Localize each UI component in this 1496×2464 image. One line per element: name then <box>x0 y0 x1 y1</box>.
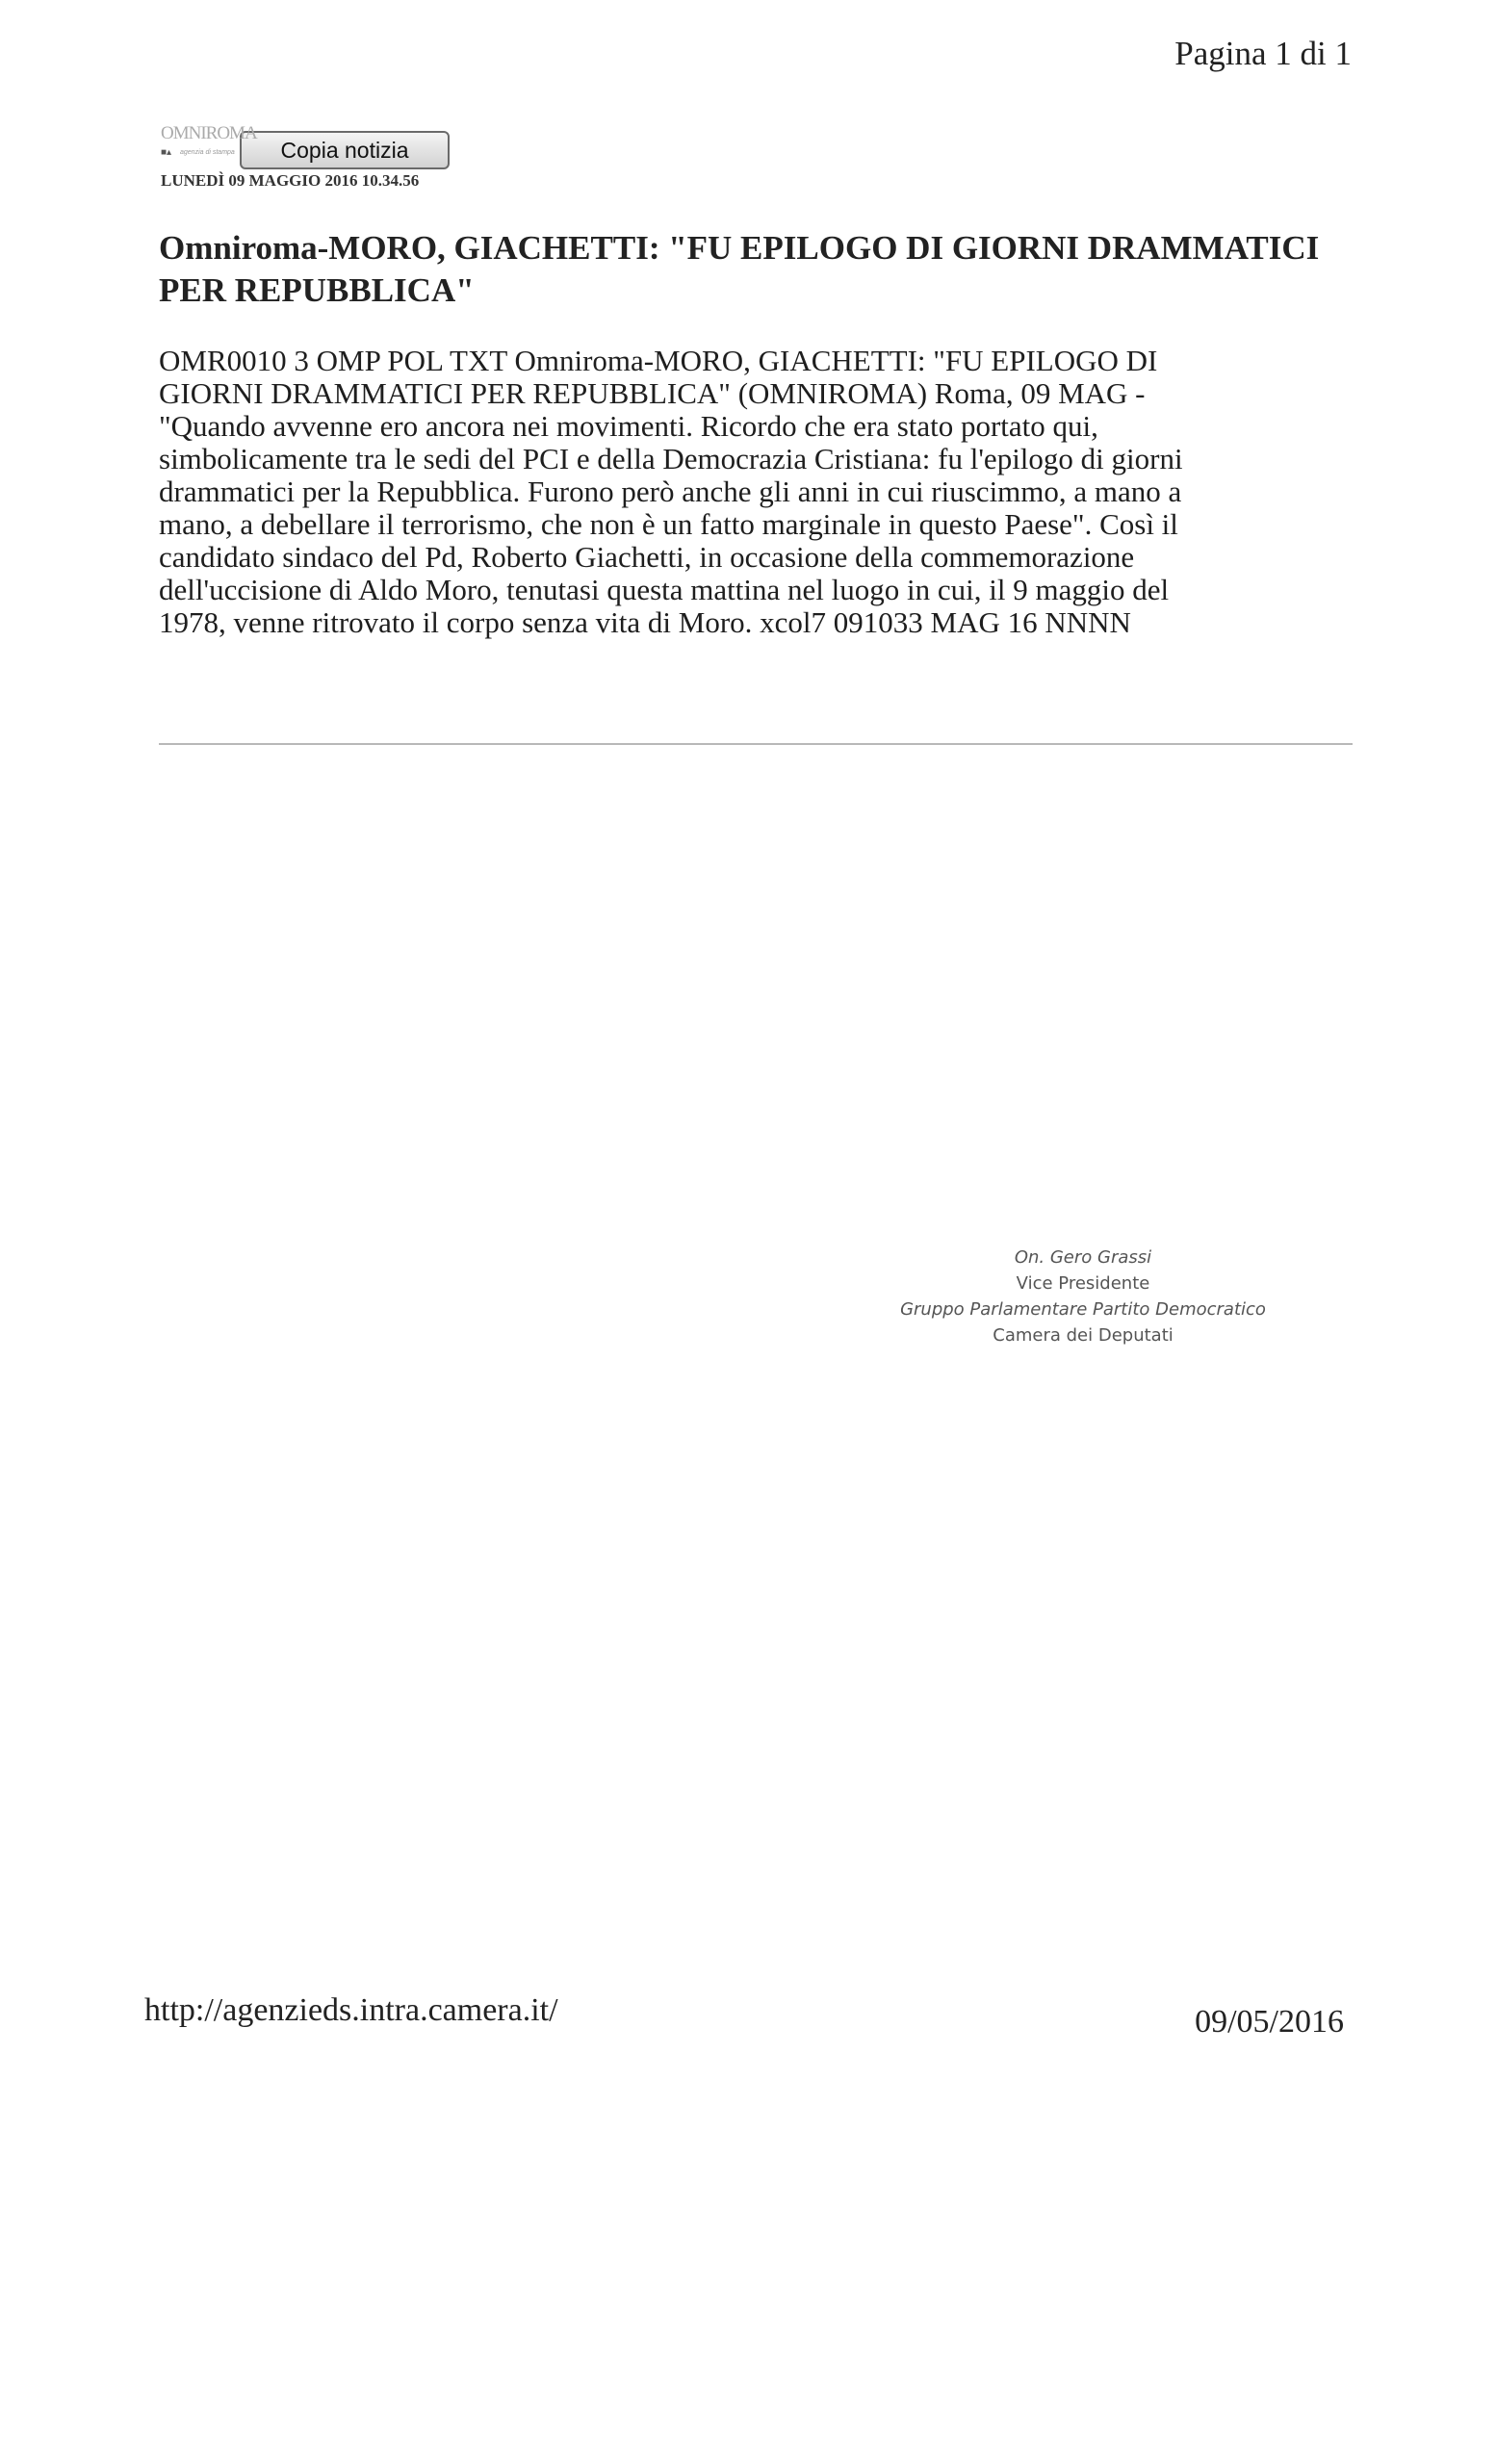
omniroma-logo <box>157 123 261 171</box>
copy-news-button[interactable]: Copia notizia <box>240 131 450 169</box>
article-body <box>159 345 1348 639</box>
body-line: 1978, venne ritrovato il corpo senza vita di Moro. xcol7 091033 MAG 16 NNNN <box>159 605 1131 639</box>
body-line: candidato sindaco del Pd, Roberto Giachetti, in occasione della commemorazione <box>159 540 1135 574</box>
signature-role: Vice Presidente <box>1016 1273 1150 1294</box>
agency-header <box>157 123 450 171</box>
article-headline <box>159 227 1372 312</box>
body-line: dell'uccisione di Aldo Moro, tenutasi questa mattina nel luogo in cui, il 9 maggio del <box>159 573 1170 606</box>
signature-group: Gruppo Parlamentare Partito Democratico <box>900 1299 1266 1320</box>
footer-date: 09/05/2016 <box>1195 2004 1344 2040</box>
body-line: simbolicamente tra le sedi del PCI e della Democrazia Cristiana: fu l'epilogo di giorni <box>159 442 1183 475</box>
signature-name: On. Gero Grassi <box>1014 1247 1152 1268</box>
body-line: drammatici per la Repubblica. Furono però anche gli anni in cui riuscimmo, a mano a <box>159 475 1182 508</box>
logo-icon: ■▴ <box>161 147 172 158</box>
body-line: "Quando avvenne ero ancora nei movimenti. Ricordo che era stato portato qui, <box>159 409 1098 443</box>
divider-line <box>159 743 1353 745</box>
news-dateline: LUNEDÌ 09 MAGGIO 2016 10.34.56 <box>161 171 420 190</box>
headline-line: PER REPUBBLICA" <box>159 271 475 309</box>
body-line: GIORNI DRAMMATICI PER REPUBBLICA" (OMNIROMA) Roma, 09 MAG - <box>159 376 1146 410</box>
headline-line: Omniroma-MORO, GIACHETTI: "FU EPILOGO DI GIORNI DRAMMATICI <box>159 229 1320 267</box>
signature-block <box>862 1245 1304 1348</box>
page-counter: Pagina 1 di 1 <box>1174 35 1352 72</box>
logo-subtitle: agenzia di stampa <box>180 149 235 156</box>
body-line: mano, a debellare il terrorismo, che non è un fatto marginale in questo Paese". Così il <box>159 507 1178 541</box>
body-line: OMR0010 3 OMP POL TXT Omniroma-MORO, GIACHETTI: "FU EPILOGO DI <box>159 344 1158 377</box>
logo-wordmark: OMNIROMA <box>161 123 257 143</box>
footer-url: http://agenzieds.intra.camera.it/ <box>144 1992 558 2028</box>
signature-chamber: Camera dei Deputati <box>993 1325 1174 1346</box>
